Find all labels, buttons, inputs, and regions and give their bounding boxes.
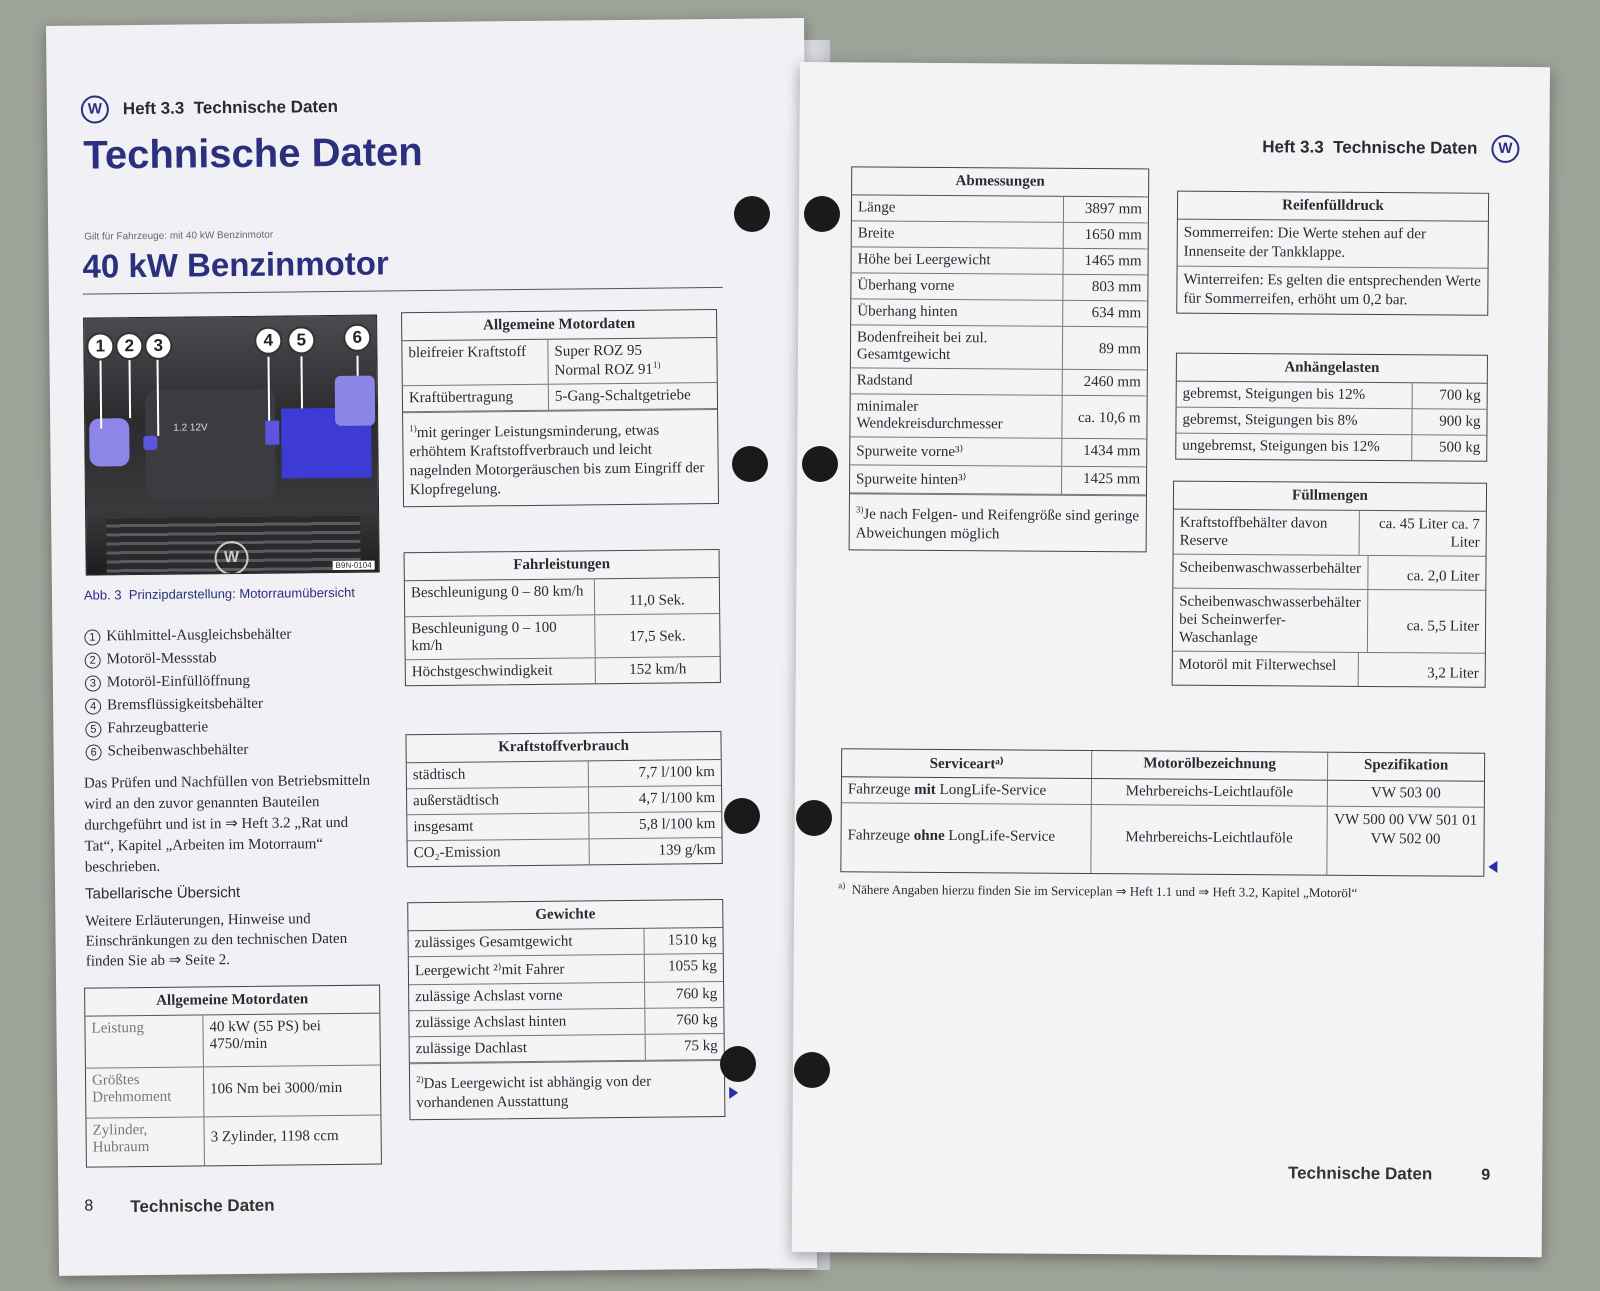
row-label: Größtes Drehmoment — [86, 1067, 205, 1117]
punch-hole — [794, 1052, 830, 1088]
footnote-text: Das Leergewicht ist abhängig von der vorhandenen Ausstattung — [416, 1073, 652, 1112]
punch-hole — [734, 196, 770, 232]
table-row — [1174, 510, 1486, 557]
row-label: Länge — [852, 195, 1064, 221]
service-type-qualifier: mit — [914, 781, 936, 798]
table-title: Abmessungen — [852, 167, 1148, 197]
oil-designation: Mehrbereichs-Leichtlauföle — [1092, 779, 1328, 806]
row-value: ca. 2,0 Liter — [1406, 568, 1480, 585]
footnote-text: mit geringer Leistungsminderung, etwas erhöhtem Kraftstoffverbrauch und leicht nagelnden Motorgeräuschen bis zum Eingriff der Klopfregelung. — [409, 422, 705, 499]
table-row — [407, 760, 721, 789]
row-label: zulässige Achslast vorne — [409, 983, 645, 1010]
table-row — [1177, 382, 1487, 410]
header-booklet: Heft 3.3 — [122, 98, 185, 119]
row-label: außerstädtisch — [407, 787, 589, 814]
row-value: 900 kg — [1439, 413, 1481, 430]
footnote-text: Je nach Felgen- und Reifengröße sind geringe Abweichungen möglich — [855, 506, 1140, 543]
footer-page-number: 9 — [1481, 1166, 1491, 1184]
row-value: 106 Nm bei 3000/min — [210, 1079, 343, 1098]
table-kraftstoffverbrauch — [405, 731, 722, 867]
row-value: 11,0 Sek. — [629, 592, 685, 609]
table-title: Allgemeine Motordaten — [402, 310, 716, 341]
legend-item — [84, 623, 291, 648]
row-label: Motoröl mit Filterwechsel — [1173, 652, 1359, 686]
row-value: 7,7 l/100 km — [638, 764, 715, 781]
table-title: Reifenfülldruck — [1178, 192, 1488, 222]
row-label: städtisch — [407, 761, 589, 788]
table-row — [407, 812, 721, 841]
table-row — [841, 803, 1483, 875]
engine-subtitle: 40 kW Benzinmotor — [82, 244, 389, 285]
row-value: 1425 mm — [1082, 470, 1141, 488]
column-header: Spezifikation — [1363, 756, 1449, 774]
vw-logo-icon: W — [81, 95, 109, 123]
row-label: Beschleunigung 0 – 80 km/h — [405, 579, 595, 616]
row-label: zulässige Achslast hinten — [409, 1009, 645, 1036]
table-row — [851, 273, 1147, 301]
row-value: 3897 mm — [1084, 200, 1143, 218]
row-label: zulässige Dachlast — [410, 1035, 646, 1062]
footnote-marker: 1) — [409, 423, 417, 434]
row-value: 5,8 l/100 km — [639, 816, 716, 833]
callout-line — [156, 358, 159, 436]
table-anhaengelasten — [1175, 353, 1488, 462]
footer-title: Technische Daten — [1287, 1163, 1433, 1184]
table-title: Gewichte — [408, 900, 722, 931]
row-value: 40 kW (55 PS) bei 4750/min — [209, 1018, 321, 1053]
legend-item — [85, 646, 292, 671]
legend-item — [85, 715, 292, 740]
table-row — [409, 954, 723, 985]
callout-line — [356, 356, 358, 376]
row-value: 89 mm — [1098, 341, 1142, 358]
row-label: Kraftübertragung — [403, 385, 549, 412]
row-value: ca. 5,5 Liter — [1406, 618, 1480, 635]
figure-code: B9N-0104 — [333, 561, 375, 570]
row-value: 760 kg — [676, 1012, 718, 1029]
table-title: Allgemeine Motordaten — [85, 986, 379, 1017]
continue-arrow-icon — [729, 1087, 738, 1099]
column-header: Serviceartᵃ⁾ — [842, 749, 1092, 778]
footnote-marker: 3) — [855, 504, 864, 515]
brake-fluid-reservoir — [265, 421, 279, 445]
service-type-prefix: Fahrzeuge — [847, 781, 915, 798]
row-value: 152 km/h — [629, 661, 687, 678]
row-label: Scheibenwaschwasserbehälter bei Scheinwerfer-Waschanlage — [1173, 589, 1368, 652]
row-label: Überhang hinten — [851, 299, 1063, 325]
legend-number: 2 — [85, 652, 101, 668]
table-title: Fahrleistungen — [405, 550, 719, 581]
table-row — [852, 221, 1148, 249]
oil-designation: Mehrbereichs-Leichtlauföle — [1091, 805, 1327, 875]
table-title: Füllmengen — [1174, 482, 1486, 512]
row-value: ca. 10,6 m — [1077, 409, 1141, 427]
overview-text: Weitere Erläuterungen, Hinweise und Einschränkungen zu den technischen Daten finden Sie ab ⇒ Seite 2. — [85, 911, 348, 970]
legend-text: Fahrzeugbatterie — [107, 719, 209, 737]
callout-line — [128, 358, 131, 418]
figure-caption — [84, 585, 355, 603]
table-row — [409, 982, 723, 1011]
legend-item — [85, 692, 292, 717]
callout-line — [99, 358, 102, 428]
table-row — [850, 465, 1146, 495]
legend-text: Motoröl-Messstab — [106, 650, 217, 668]
header-booklet: Heft 3.3 — [1262, 137, 1324, 157]
row-label: Höhe bei Leergewicht — [852, 247, 1064, 273]
table-motordaten — [401, 309, 719, 507]
caption-text: Prinzipdarstellung: Motorraumübersicht — [128, 584, 356, 603]
callout-2: 2 — [115, 332, 143, 360]
row-value: 3,2 Liter — [1427, 665, 1479, 682]
table-row — [1173, 652, 1485, 687]
row-value: 17,5 Sek. — [629, 628, 686, 645]
caption-number: Abb. 3 — [83, 587, 122, 603]
punch-hole — [804, 196, 840, 232]
legend-list — [84, 623, 292, 763]
row-value: 803 mm — [1091, 279, 1142, 296]
legend-number: 4 — [85, 698, 101, 714]
table-title: Kraftstoffverbrauch — [406, 732, 720, 763]
engine-cover — [145, 389, 276, 500]
row-label: Überhang vorne — [851, 273, 1063, 299]
table-row — [1176, 434, 1486, 461]
oil-spec: VW 503 00 — [1370, 785, 1441, 802]
callout-line — [267, 357, 270, 421]
row-label: gebremst, Steigungen bis 12% — [1177, 382, 1413, 409]
table-fuellmengen — [1172, 481, 1487, 688]
row-value: 1055 kg — [668, 958, 717, 975]
table-row — [86, 1116, 380, 1167]
table-footnote — [850, 493, 1146, 551]
callout-6: 6 — [343, 324, 371, 352]
table-row — [851, 299, 1147, 327]
table-row — [410, 1034, 724, 1063]
legend-number: 1 — [84, 629, 100, 645]
table-row — [1176, 408, 1486, 436]
row-label: Leistung — [85, 1015, 204, 1067]
row-value: 4,7 l/100 km — [638, 790, 716, 807]
table-footnote — [410, 1060, 725, 1119]
footer-page-number: 8 — [84, 1197, 94, 1215]
row-value-2 — [555, 359, 711, 380]
row-label: gebremst, Steigungen bis 8% — [1176, 408, 1412, 435]
footer-title: Technische Daten — [130, 1195, 275, 1217]
table-title: Anhängelasten — [1177, 354, 1487, 384]
footnote-marker: a) — [838, 880, 846, 891]
row-value: Super ROZ 95 — [554, 342, 643, 360]
table-header-row — [842, 749, 1484, 781]
row-value: 139 g/km — [658, 842, 716, 859]
row-label: Bodenfreiheit bei zul. Gesamtgewicht — [851, 325, 1063, 368]
table-row — [408, 838, 722, 866]
punch-hole — [724, 798, 760, 834]
oil-filler-cap — [143, 436, 157, 450]
table-row — [850, 437, 1146, 467]
callout-5: 5 — [287, 326, 315, 354]
table-row — [408, 928, 722, 957]
row-label: Höchstgeschwindigkeit — [406, 658, 596, 685]
row-value: 3 Zylinder, 1198 ccm — [210, 1127, 339, 1146]
table-row — [405, 578, 719, 617]
row-label: Beschleunigung 0 – 100 km/h — [405, 615, 595, 659]
row-value: 700 kg — [1439, 387, 1481, 404]
right-running-header — [1262, 133, 1519, 163]
row-label: Spurweite hinten³⁾ — [850, 465, 1062, 493]
coolant-reservoir — [89, 418, 130, 466]
table-row — [405, 614, 719, 660]
table-row — [1177, 267, 1487, 315]
row-value: 1465 mm — [1084, 252, 1142, 270]
callout-4: 4 — [254, 327, 282, 355]
row-value: 2460 mm — [1083, 373, 1141, 391]
table-row — [850, 394, 1146, 439]
row-text: Sommerreifen: Die Werte stehen auf der Innenseite der Tankklappe. — [1183, 224, 1427, 261]
vw-badge-icon: W — [214, 541, 248, 575]
table-row — [1173, 589, 1485, 654]
continue-arrow-icon — [1488, 861, 1497, 873]
service-type — [842, 777, 1092, 804]
table-row — [407, 786, 721, 815]
row-value: ca. 45 Liter ca. 7 Liter — [1378, 516, 1480, 551]
row-label: minimaler Wendekreisdurchmesser — [850, 394, 1062, 437]
callout-1: 1 — [86, 332, 114, 360]
row-label: Spurweite vorne³⁾ — [850, 437, 1062, 465]
table-row — [1178, 220, 1488, 269]
row-label: Leergewicht ²⁾mit Fahrer — [409, 955, 645, 984]
row-text: Winterreifen: Es gelten die entsprechenden Werte für Sommerreifen, erhöht um 0,2 bar. — [1183, 271, 1481, 309]
row-label: Breite — [852, 221, 1064, 247]
table-reifenfuelldruck — [1176, 191, 1489, 316]
service-type-qualifier: ohne — [913, 827, 945, 845]
header-section: Technische Daten — [1333, 137, 1478, 158]
table-row — [85, 1014, 380, 1069]
punch-hole — [796, 800, 832, 836]
legend-item — [85, 738, 292, 763]
table-row — [852, 195, 1148, 223]
left-page — [46, 18, 817, 1276]
row-value: 1434 mm — [1083, 442, 1141, 460]
row-value: 5-Gang-Schaltgetriebe — [554, 387, 691, 405]
row-label: Scheibenwaschwasserbehälter — [1173, 555, 1368, 589]
table-row — [409, 1008, 723, 1037]
table-motordaten-small — [84, 985, 382, 1168]
punch-hole — [732, 446, 768, 482]
header-section: Technische Daten — [193, 96, 339, 118]
punch-hole — [802, 446, 838, 482]
table-footnote — [403, 409, 718, 506]
callout-line — [300, 356, 303, 408]
service-type-suffix: LongLife-Service — [935, 781, 1047, 799]
row-value: 760 kg — [675, 986, 718, 1003]
punch-hole — [720, 1046, 756, 1082]
table-row — [403, 383, 717, 412]
table-row — [86, 1066, 381, 1119]
engine-label: 1.2 12V — [173, 422, 208, 434]
page-title: Technische Daten — [83, 130, 423, 178]
service-type — [841, 803, 1091, 873]
right-page — [792, 62, 1550, 1257]
overview-heading: Tabellarische Übersicht — [85, 884, 241, 903]
legend-text: Motoröl-Einfüllöffnung — [106, 672, 250, 691]
legend-number: 6 — [86, 744, 102, 760]
title-rule — [83, 287, 723, 295]
footnote-marker: 2) — [415, 1074, 424, 1085]
service-type-suffix: LongLife-Service — [944, 828, 1056, 845]
footnote-text: Nähere Angaben hierzu finden Sie im Serviceplan ⇒ Heft 1.1 und ⇒ Heft 3.2, Kapitel „Motoröl“ — [851, 881, 1358, 901]
row-label: Radstand — [851, 368, 1063, 394]
row-label: bleifreier Kraftstoff — [402, 340, 548, 386]
column-header: Motorölbezeichnung — [1092, 751, 1328, 780]
row-label: ungebremst, Steigungen bis 12% — [1176, 434, 1412, 461]
table-row — [851, 325, 1147, 370]
left-running-header — [81, 93, 338, 124]
table-service — [840, 748, 1485, 876]
table-abmessungen — [849, 166, 1150, 552]
legend-text: Kühlmittel-Ausgleichsbehälter — [106, 626, 292, 645]
row-label: CO₂-Emission — [408, 839, 590, 866]
legend-text: Scheibenwaschbehälter — [107, 741, 249, 760]
footnote-marker: 1) — [652, 359, 661, 370]
legend-number: 5 — [85, 721, 101, 737]
row-value: 1510 kg — [667, 932, 717, 949]
row-label: Zylinder, Hubraum — [86, 1117, 204, 1166]
table-row — [852, 247, 1148, 275]
row-label: Kraftstoffbehälter davon Reserve — [1174, 510, 1360, 555]
legend-item — [85, 669, 292, 694]
table-row — [1173, 555, 1485, 591]
table-row — [851, 368, 1147, 396]
applies-to: Gilt für Fahrzeuge: mit 40 kW Benzinmotor — [84, 229, 274, 243]
table-fahrleistungen — [404, 549, 721, 686]
row-label: zulässiges Gesamtgewicht — [408, 929, 644, 956]
vw-logo-icon: W — [1491, 135, 1519, 163]
engine-bay-figure — [83, 315, 380, 576]
row-value: 1650 mm — [1084, 226, 1142, 244]
row-label: insgesamt — [407, 813, 589, 840]
row-value: 634 mm — [1091, 305, 1142, 322]
body-text: Das Prüfen und Nachfüllen von Betriebsmitteln wird an den zuvor genannten Bauteilen durchgeführt und ist in ⇒ Heft 3.2 „Rat und Tat“, Kapitel „Arbeiten im Motorraum“ beschrieben. — [83, 772, 371, 876]
callout-3: 3 — [144, 332, 172, 360]
oil-spec: VW 500 00 VW 501 01 VW 502 00 — [1334, 811, 1478, 848]
row-value-2-text: Normal ROZ 91 — [554, 361, 654, 379]
washer-reservoir — [335, 376, 376, 426]
row-value: 500 kg — [1439, 439, 1481, 456]
table-row — [402, 338, 716, 386]
legend-number: 3 — [85, 675, 101, 691]
table-gewichte — [407, 899, 725, 1120]
table-row — [406, 657, 720, 685]
service-type-prefix: Fahrzeuge — [847, 827, 914, 844]
legend-text: Bremsflüssigkeitsbehälter — [107, 695, 264, 714]
row-value: 75 kg — [683, 1038, 718, 1055]
service-footnote — [838, 880, 1357, 901]
